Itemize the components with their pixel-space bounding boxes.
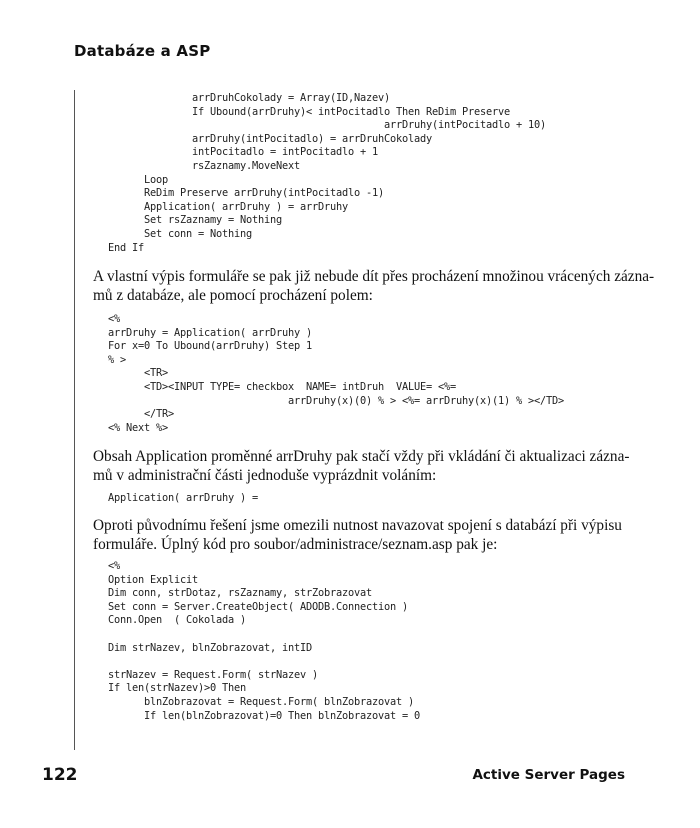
paragraph-line: formuláře. Úplný kód pro soubor/administrace/seznam.asp pak je: xyxy=(93,536,498,553)
footer-book-title: Active Server Pages xyxy=(472,767,625,783)
code-line xyxy=(108,628,420,642)
margin-rule xyxy=(74,90,75,750)
code-line: If len(strNazev)>0 Then xyxy=(108,682,246,695)
code-line: intPocitadlo = intPocitadlo + 1 xyxy=(108,146,378,159)
code-line: <TR> xyxy=(108,367,168,380)
code-line: Dim conn, strDotaz, rsZaznamy, strZobrazovat xyxy=(108,587,372,600)
running-header: Databáze a ASP xyxy=(74,42,211,60)
paragraph-line: A vlastní výpis formuláře se pak již nebude dít přes procházení množinou vrácených zázna- xyxy=(93,268,655,285)
code-line: Application( arrDruhy ) = xyxy=(108,492,258,504)
paragraph-line: mů v administrační části jednoduše vyprázdnit voláním: xyxy=(93,467,437,484)
code-line: End If xyxy=(108,241,144,254)
code-line: <TD><INPUT TYPE= checkbox NAME= intDruh VALUE= <%= xyxy=(108,380,456,393)
code-line: Set conn = Server.CreateObject( ADODB.Connection ) xyxy=(108,600,408,613)
code-line: arrDruhy(x)(0) % > <%= arrDruhy(x)(1) % ></TD> xyxy=(108,394,564,407)
paragraph-application-reset xyxy=(93,447,630,485)
code-line: Set conn = Nothing xyxy=(108,227,252,240)
page-number: 122 xyxy=(42,765,78,785)
code-line: <% Next %> xyxy=(108,421,168,434)
paragraph-line: Obsah Application proměnné arrDruhy pak stačí vždy při vkládání či aktualizaci zázna- xyxy=(93,448,630,465)
code-line: Set rsZaznamy = Nothing xyxy=(108,214,282,227)
code-line: arrDruhy(intPocitadlo) = arrDruhCokolady xyxy=(108,132,432,145)
code-line: arrDruhy = Application( arrDruhy ) xyxy=(108,326,312,339)
code-line: arrDruhy(intPocitadlo + 10) xyxy=(108,119,546,132)
code-line: </TR> xyxy=(108,408,174,421)
code-block-loop xyxy=(108,92,546,255)
code-block-seznam-asp xyxy=(108,560,420,723)
code-line: <% xyxy=(108,313,120,325)
code-line: <% xyxy=(108,560,120,572)
code-line: Application( arrDruhy ) = arrDruhy xyxy=(108,200,348,213)
paragraph-line: mů z databáze, ale pomocí procházení polem: xyxy=(93,287,373,304)
code-line: If Ubound(arrDruhy)< intPocitadlo Then ReDim Preserve xyxy=(108,105,510,118)
code-line: Option Explicit xyxy=(108,573,198,586)
code-line xyxy=(108,655,420,669)
code-line: If len(blnZobrazovat)=0 Then blnZobrazovat = 0 xyxy=(108,709,420,722)
code-line: % > xyxy=(108,353,126,366)
paragraph-full-code-intro xyxy=(93,516,623,554)
code-line: rsZaznamy.MoveNext xyxy=(108,159,300,172)
code-block-table-output xyxy=(108,313,564,435)
paragraph-listing-intro xyxy=(93,267,655,305)
code-block-application-clear xyxy=(108,492,258,506)
code-line: Conn.Open ( Cokolada ) xyxy=(108,614,246,627)
code-line: For x=0 To Ubound(arrDruhy) Step 1 xyxy=(108,340,312,353)
code-line: Dim strNazev, blnZobrazovat, intID xyxy=(108,641,312,654)
code-line: strNazev = Request.Form( strNazev ) xyxy=(108,668,318,681)
code-line: blnZobrazovat = Request.Form( blnZobrazovat ) xyxy=(108,695,414,708)
code-line: arrDruhCokolady = Array(ID,Nazev) xyxy=(108,92,390,104)
code-line: ReDim Preserve arrDruhy(intPocitadlo -1) xyxy=(108,187,384,200)
paragraph-line: Oproti původnímu řešení jsme omezili nutnost navazovat spojení s databází při výpisu xyxy=(93,517,622,534)
code-line: Loop xyxy=(108,173,168,186)
